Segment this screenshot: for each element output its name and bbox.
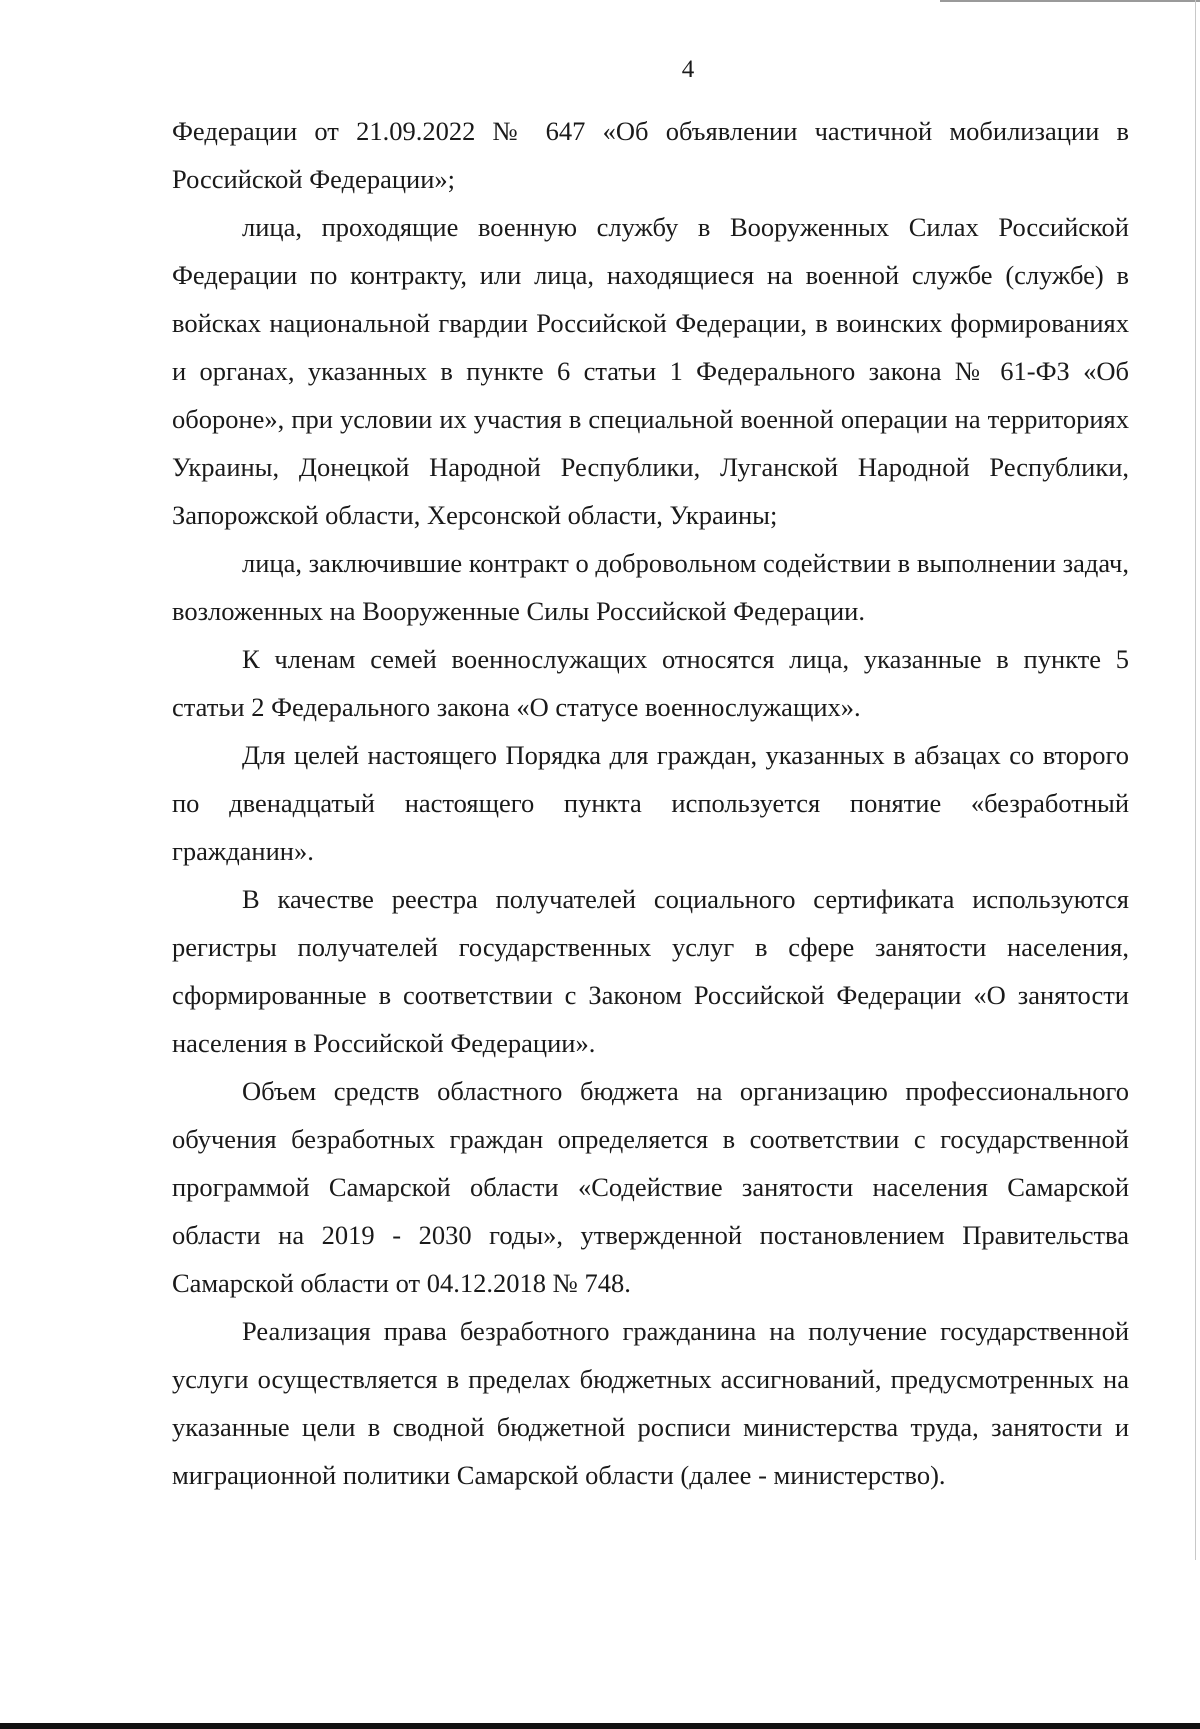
paragraph-6: В качестве реестра получателей социального сертификата используются регистры получателей государственных услуг в сфере занятости населения, сформированные в соответствии с Законом Российской Федерации «О занятости населения в Российской Федерации». (172, 884, 1129, 1058)
paragraph-3: лица, заключившие контракт о добровольном содействии в выполнении задач, возложенных на Вооруженные Силы Российской Федерации. (172, 548, 1129, 626)
paragraph-2: лица, проходящие военную службу в Вооруженных Силах Российской Федерации по контракту, или лица, находящиеся на военной службе (службе) в войсках национальной гвардии Российской Федерации, в воинских формированиях и органах, указанных в пункте 6 статьи 1 Федерального закона № 61-ФЗ «Об обороне», при условии их участия в специальной военной операции на территориях Украины, Донецкой Народной Республики, Луганской Народной Республики, Запорожской области, Херсонской области, Украины; (172, 212, 1129, 530)
paragraph-5: Для целей настоящего Порядка для граждан, указанных в абзацах со второго по двенадцатый настоящего пункта используется понятие «безработный гражданин». (172, 740, 1129, 866)
paragraph-1: Федерации от 21.09.2022 № 647 «Об объявлении частичной мобилизации в Российской Федерации»; (172, 116, 1129, 194)
page-number: 4 (681, 56, 695, 83)
paragraph-4: К членам семей военнослужащих относятся лица, указанные в пункте 5 статьи 2 Федерального закона «О статусе военнослужащих». (172, 644, 1129, 722)
paragraph-7: Объем средств областного бюджета на организацию профессионального обучения безработных граждан определяется в соответствии с государственной программой Самарской области «Содействие занятости населения Самарской области на 2019 - 2030 годы», утвержденной постановлением Правительства Самарской области от 04.12.2018 № 748. (172, 1076, 1129, 1298)
scan-edge-top (940, 0, 1200, 2)
scan-edge-right (1195, 0, 1196, 1560)
document-body (172, 107, 1129, 1499)
paragraph-8: Реализация права безработного гражданина на получение государственной услуги осуществляется в пределах бюджетных ассигнований, предусмотренных на указанные цели в сводной бюджетной росписи министерства труда, занятости и миграционной политики Самарской области (далее - министерство). (172, 1316, 1129, 1490)
scan-edge-bottom (0, 1723, 1200, 1729)
